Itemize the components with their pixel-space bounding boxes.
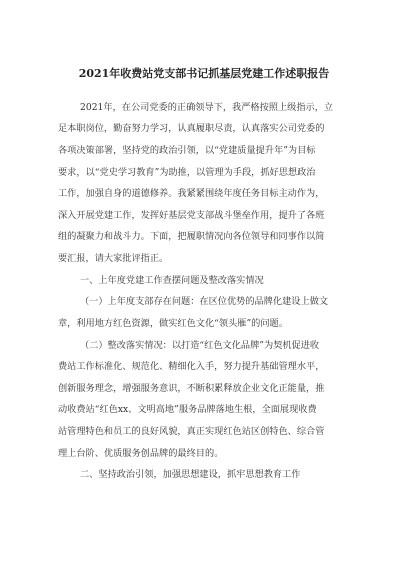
paragraph-line: （二）整改落实情况：以打造“红色文化品牌”为契机促进收 [80,340,320,351]
document-title: 2021年收费站党支部书记抓基层党建工作述职报告 [78,67,330,80]
paragraph-line: 要求，以“党史学习教育”为助推，以管理为手段，抓好思想政治 [58,167,316,178]
paragraph-line: 组的凝聚力和战斗力。下面，把履职情况向各位领导和同事作以简 [58,231,325,242]
paragraph-line: 工作，加强自身的道德修养。我紧紧围绕年度任务目标主动作为， [58,188,325,199]
paragraph-line: 深入开展党建工作，发挥好基层党支部战斗堡垒作用，提升了各班 [58,210,325,221]
paragraph-line: 创新服务理念，增强服务意识，不断积累释放企业文化正能量，推 [58,383,325,394]
paragraph-line: 足本职岗位，勤奋努力学习，认真履职尽责，认真落实公司党委的 [58,123,325,134]
paragraph-line: 章，利用地方红色资源，做实红色文化“领头雁”的问题。 [58,318,288,329]
paragraph-line: 理上台阶、优质服务创品牌的最终目的。 [58,448,224,459]
paragraph-line: 2021年，在公司党委的正确领导下，我严格按照上级指示，立 [80,102,334,113]
paragraph-line: 站管理特色和员工的良好风貌，真正实现红色站区创特色、综合管 [58,426,325,437]
paragraph-line: （一）上年度支部存在问题：在区位优势的品牌化建设上做文 [80,296,329,307]
paragraph-line: 费站工作标准化、规范化、精细化入手，努力提升基础管理水平， [58,361,325,372]
section-heading: 二、坚持政治引领，加强思想建设，抓牢思想教育工作 [80,469,301,480]
paragraph-line: 动收费站“红色xx、文明高地”服务品牌落地生根，全面展现收费 [58,404,317,415]
paragraph-line: 各项决策部署，坚持党的政治引领，以“党建质量提升年”为目标 [58,145,316,156]
section-heading: 一、上年度党建工作查摆问题及整改落实情况 [80,275,264,286]
paragraph-line: 要汇报，请大家批评指正。 [58,253,169,264]
